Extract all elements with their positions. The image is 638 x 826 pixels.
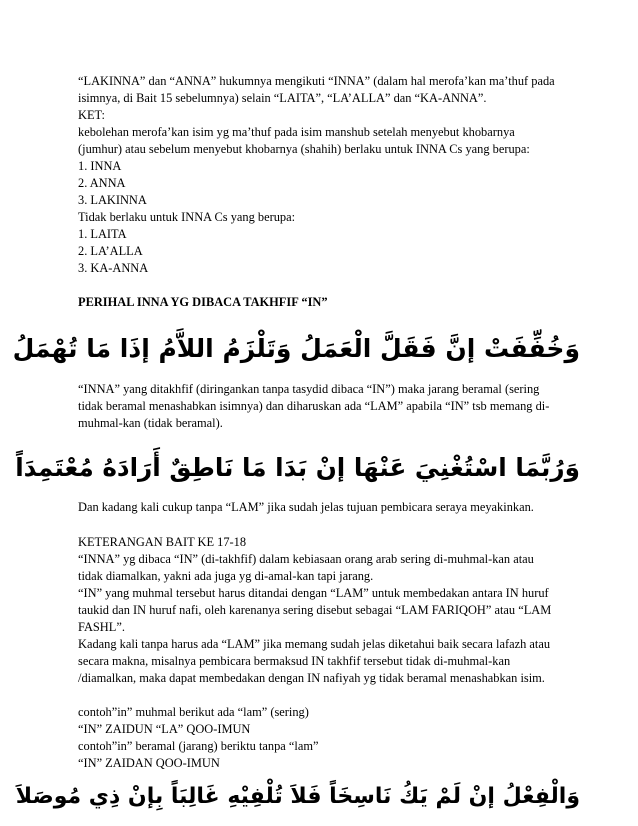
paragraph-line: muhmal-kan (tidak beramal). — [78, 416, 223, 430]
example-line: “IN” ZAIDAN QOO-IMUN — [78, 756, 220, 770]
arabic-verse-3: وَالْفِعْلُ إنْ لَمْ يَكُ نَاسِخَاً فَلاَ تُلْفِيْهِ غَالِبَاً بِإنْ ذِي مُوصَلاَ — [15, 784, 580, 809]
arabic-verse-1: وَخُفِّفَتْ إنَّ فَقَلَّ الْعَمَلُ وَتَلْزَمُ اللاَّمُ إذَا مَا تُهْمَلُ — [12, 334, 580, 363]
paragraph-line: /diamalkan, maka dapat membedakan dengan IN nafiyah yg tidak beramal menashabkan isim. — [78, 671, 545, 685]
paragraph-line: KET: — [78, 108, 105, 122]
list-item: 3. KA-ANNA — [78, 261, 149, 275]
paragraph-line: isimnya, di Bait 15 sebelumnya) selain “LAITA”, “LA’ALLA” dan “KA-ANNA”. — [78, 91, 487, 105]
paragraph-line: “INNA” yg dibaca “IN” (di-takhfif) dalam kebiasaan orang arab sering di-muhmal-kan atau — [78, 552, 534, 566]
arabic-verse-2: وَرُبَّمَا اسْتُغْنِيَ عَنْهَا إنْ بَدَا مَا نَاطِقٌ أَرَادَهُ مُعْتَمِدَاً — [15, 453, 580, 482]
paragraph-line: KETERANGAN BAIT KE 17-18 — [78, 535, 247, 549]
section-heading: PERIHAL INNA YG DIBACA TAKHFIF “IN” — [78, 295, 328, 309]
paragraph-line: “INNA” yang ditakhfif (diringankan tanpa tasydid dibaca “IN”) maka jarang beramal (sering — [78, 382, 540, 396]
paragraph-line: “LAKINNA” dan “ANNA” hukumnya mengikuti “INNA” (dalam hal merofa’kan ma’thuf pada — [78, 74, 555, 88]
list-item: 3. LAKINNA — [78, 193, 147, 207]
paragraph-line: taukid dan IN huruf nafi, oleh karenanya sering disebut sebagai “LAM FARIQOH” atau “LAM — [78, 603, 552, 617]
paragraph-line: Tidak berlaku untuk INNA Cs yang berupa: — [78, 210, 296, 224]
list-item: 1. LAITA — [78, 227, 127, 241]
example-line: contoh”in” muhmal berikut ada “lam” (sering) — [78, 705, 309, 719]
example-line: “IN” ZAIDUN “LA” QOO-IMUN — [78, 722, 251, 736]
paragraph-line: “IN” yang muhmal tersebut harus ditandai dengan “LAM” untuk membedakan antara IN huruf — [78, 586, 549, 600]
paragraph-line: (jumhur) atau sebelum menyebut khobarnya (shahih) berlaku untuk INNA Cs yang berupa: — [78, 142, 530, 156]
paragraph-line: Kadang kali tanpa harus ada “LAM” jika memang sudah jelas diketahui baik secara lafazh atau — [78, 637, 551, 651]
paragraph-line: tidak diamalkan, yakni ada juga yg di-amal-kan tapi jarang. — [78, 569, 374, 583]
list-item: 1. INNA — [78, 159, 122, 173]
paragraph-line: FASHL”. — [78, 620, 125, 634]
paragraph-line: kebolehan merofa’kan isim yg ma’thuf pada isim manshub setelah menyebut khobarnya — [78, 125, 515, 139]
paragraph-line: tidak beramal menashabkan isimnya) dan diharuskan ada “LAM” apabila “IN” tsb memang di- — [78, 399, 550, 413]
example-line: contoh”in” beramal (jarang) beriktu tanpa “lam” — [78, 739, 319, 753]
list-item: 2. LA’ALLA — [78, 244, 143, 258]
list-item: 2. ANNA — [78, 176, 126, 190]
paragraph-line: Dan kadang kali cukup tanpa “LAM” jika sudah jelas tujuan pembicara seraya meyakinkan. — [78, 500, 534, 514]
paragraph-line: secara makna, misalnya pembicara bermaksud IN takhfif tersebut tidak di-muhmal-kan — [78, 654, 511, 668]
